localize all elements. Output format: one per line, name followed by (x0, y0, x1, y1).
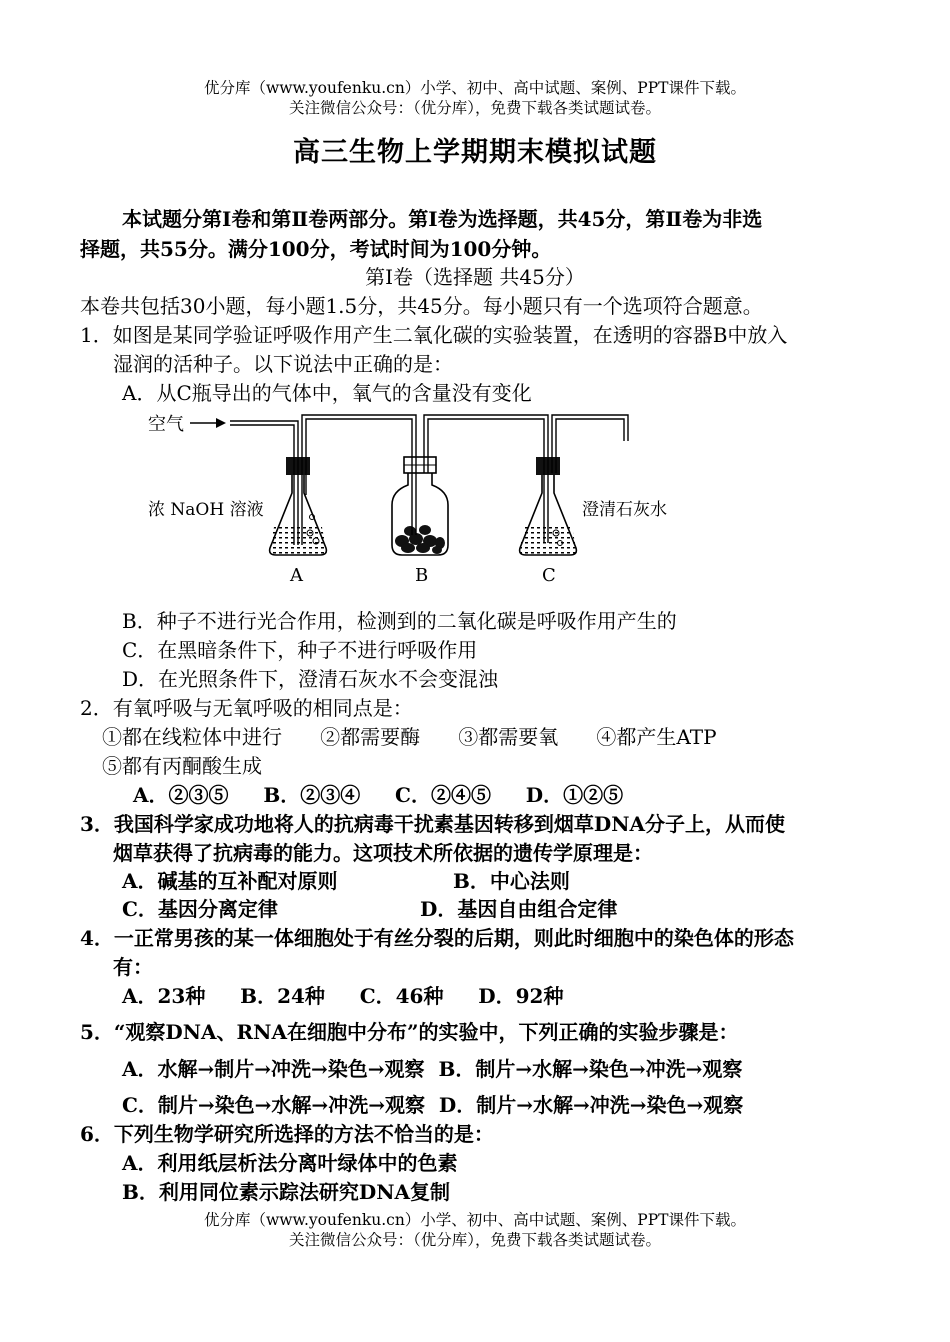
q3-option-a: A．碱基的互补配对原则 (122, 869, 338, 893)
q4-stem-line-2: 有： (113, 955, 153, 979)
intro-line-2: 择题，共55分。满分100分，考试时间为100分钟。 (80, 237, 552, 261)
experiment-apparatus-figure (140, 405, 700, 590)
q3-option-c: C．基因分离定律 (122, 897, 278, 921)
bottle-b (392, 457, 448, 555)
connecting-tubes (230, 415, 628, 545)
q5-options-ab: A．水解→制片→冲洗→染色→观察 B．制片→水解→染色→冲洗→观察 (122, 1057, 743, 1081)
q3-stem-line-2: 烟草获得了抗病毒的能力。这项技术所依据的遗传学原理是： (113, 841, 653, 865)
label-a: A (290, 565, 303, 586)
q1-stem-line-2: 湿润的活种子。以下说法中正确的是： (113, 352, 453, 376)
air-label: 空气 (148, 414, 184, 435)
q2-stem: 2．有氧呼吸与无氧呼吸的相同点是： (80, 696, 413, 720)
q3-stem-line-1: 3．我国科学家成功地将人的抗病毒干扰素基因转移到烟草DNA分子上，从而使 (80, 812, 786, 836)
q2-options: A．②③⑤ B．②③④ C．②④⑤ D．①②⑤ (133, 783, 624, 807)
section-instruction: 本卷共包括30小题，每小题1.5分，共45分。每小题只有一个选项符合题意。 (80, 294, 763, 318)
footer-line-2: 关注微信公众号：（优分库），免费下载各类试题试卷。 (288, 1231, 661, 1249)
page-title: 高三生物上学期期末模拟试题 (293, 137, 657, 168)
q1-option-d: D．在光照条件下，澄清石灰水不会变混浊 (122, 667, 499, 691)
q6-option-b: B．利用同位素示踪法研究DNA复制 (122, 1180, 451, 1204)
q1-stem-line-1: 1．如图是某同学验证呼吸作用产生二氧化碳的实验装置，在透明的容器B中放入 (80, 323, 788, 347)
q5-stem: 5．“观察DNA、RNA在细胞中分布”的实验中，下列正确的实验步骤是： (80, 1020, 739, 1044)
section-title: 第Ⅰ卷（选择题 共45分） (365, 265, 585, 289)
q2-items-line-2: ⑤都有丙酮酸生成 (102, 754, 262, 778)
q3-option-d: D．基因自由组合定律 (420, 897, 618, 921)
q4-options: A．23种 B．24种 C．46种 D．92种 (122, 984, 564, 1008)
q6-option-a: A．利用纸层析法分离叶绿体中的色素 (122, 1151, 458, 1175)
header-line-1: 优分库（www.youfenku.cn）小学、初中、高中试题、案例、PPT课件下载。 (203, 79, 747, 97)
naoh-label: 浓 NaOH 溶液 (148, 500, 264, 520)
seeds-icon (395, 525, 445, 554)
q1-option-a: A．从C瓶导出的气体中，氧气的含量没有变化 (122, 381, 532, 405)
footer-line-1: 优分库（www.youfenku.cn）小学、初中、高中试题、案例、PPT课件下载。 (203, 1211, 747, 1229)
q1-option-b: B．种子不进行光合作用，检测到的二氧化碳是呼吸作用产生的 (122, 609, 677, 633)
header-line-2: 关注微信公众号：（优分库），免费下载各类试题试卷。 (288, 99, 661, 117)
label-b: B (415, 565, 429, 586)
q6-stem: 6．下列生物学研究所选择的方法不恰当的是： (80, 1122, 494, 1146)
q3-option-b: B．中心法则 (453, 869, 570, 893)
q2-items-line-1: ①都在线粒体中进行 ②都需要酶 ③都需要氧 ④都产生ATP (102, 725, 717, 749)
air-arrow-icon (190, 418, 226, 428)
limewater-label: 澄清石灰水 (582, 500, 667, 520)
q4-stem-line-1: 4．一正常男孩的某一体细胞处于有丝分裂的后期，则此时细胞中的染色体的形态 (80, 926, 794, 950)
q1-option-c: C．在黑暗条件下，种子不进行呼吸作用 (122, 638, 478, 662)
intro-line-1: 本试题分第Ⅰ卷和第Ⅱ卷两部分。第Ⅰ卷为选择题，共45分，第Ⅱ卷为非选 (122, 207, 763, 231)
q5-options-cd: C．制片→染色→水解→冲洗→观察 D．制片→水解→冲洗→染色→观察 (122, 1093, 744, 1117)
label-c: C (542, 565, 556, 586)
